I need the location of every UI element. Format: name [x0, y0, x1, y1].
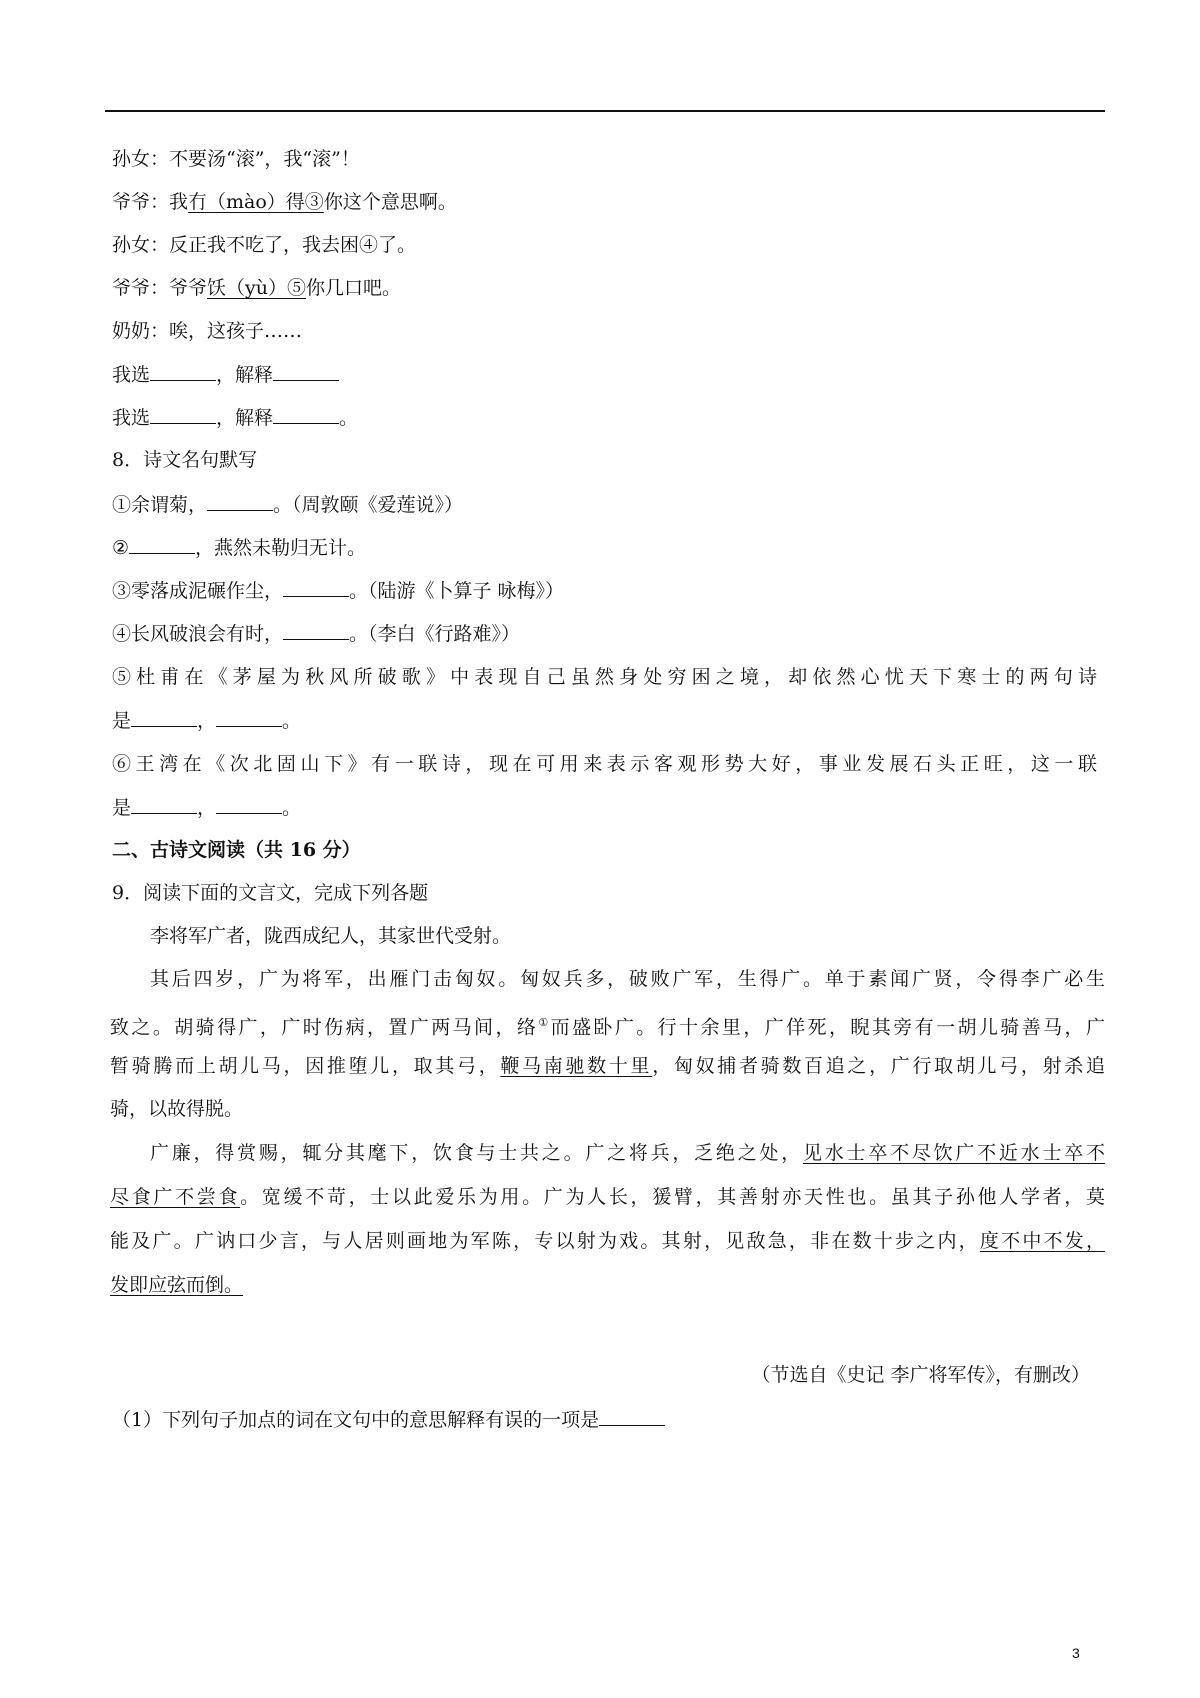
blank[interactable] — [150, 405, 216, 424]
q8-item-6-answer: 是 ， 。 — [112, 797, 302, 819]
passage-paragraph-1: 李将军广者，陇西成纪人，其家世代受射。 — [150, 925, 512, 947]
blank[interactable] — [216, 708, 282, 727]
q8-item-5-answer: 是 ， 。 — [112, 710, 302, 732]
dialogue-line-5: 奶奶：唉，这孩子…… — [112, 320, 303, 342]
passage-paragraph-3-line-4: 发即应弦而倒。 — [110, 1274, 244, 1296]
passage-paragraph-2-line-1: 其后四岁，广为将军，出雁门击匈奴。匈奴兵多，破败广军，生得广。单于素闻广贤，令得李广必生 — [150, 968, 1105, 990]
question-8-title: 8．诗文名句默写 — [112, 449, 258, 471]
question-9-title: 9．阅读下面的文言文，完成下列各题 — [112, 882, 429, 904]
passage-paragraph-3-line-2: 尽食广不尝食。宽缓不苛，士以此爱乐为用。广为人长，猨臂，其善射亦天性也。虽其子孙他人学者，莫 — [110, 1186, 1105, 1208]
section-heading: 二、古诗文阅读（共 16 分） — [112, 839, 361, 861]
dialogue-line-1: 孙女：不要汤“滚”，我“滚”！ — [112, 148, 360, 170]
blank[interactable] — [131, 795, 197, 814]
blank[interactable] — [131, 708, 197, 727]
q8-item-1: ①余谓菊， 。（周敦颐《爱莲说》） — [112, 494, 464, 516]
passage-paragraph-2-line-4: 骑，以故得脱。 — [110, 1098, 244, 1120]
q8-item-6: ⑥王湾在《次北固山下》有一联诗，现在可用来表示客观形势大好，事业发展石头正旺，这一联 — [112, 753, 1097, 775]
page-number: 3 — [1072, 1645, 1080, 1661]
passage-paragraph-3-line-3: 能及广。广讷口少言，与人居则画地为军陈，专以射为戏。其射，见敌急，非在数十步之内，度不中不发， — [110, 1230, 1105, 1252]
passage-paragraph-3-line-1: 广廉，得赏赐，辄分其麾下，饮食与士共之。广之将兵，乏绝之处，见水士卒不尽饮广不近水士卒不 — [150, 1142, 1105, 1164]
q8-item-3: ③零落成泥碾作尘， 。（陆游《卜算子 咏梅》） — [112, 580, 565, 602]
blank[interactable] — [599, 1407, 665, 1426]
passage-source: （节选自《史记 李广将军传》，有删改） — [751, 1364, 1090, 1386]
blank[interactable] — [150, 362, 216, 381]
blank[interactable] — [273, 362, 339, 381]
q8-item-2: ② ，燕然未勒归无计。 — [112, 537, 367, 559]
blank[interactable] — [273, 405, 339, 424]
q8-item-5: ⑤杜甫在《茅屋为秋风所破歌》中表现自己虽然身处穷困之境，却依然心忧天下寒士的两句诗 — [112, 666, 1097, 688]
dialogue-line-2: 爷爷：我冇（mào）得③你这个意思啊。 — [112, 191, 457, 213]
dialogue-line-4: 爷爷：爷爷饫（yù）⑤你几口吧。 — [112, 277, 402, 299]
passage-paragraph-2-line-2: 致之。胡骑得广，广时伤病，置广两马间，络①而盛卧广。行十余里，广佯死，睨其旁有一胡儿骑善马，广 — [110, 1016, 1105, 1039]
blank[interactable] — [207, 492, 273, 511]
passage-paragraph-2-line-3: 暂骑腾而上胡儿马，因推堕儿，取其弓，鞭马南驰数十里，匈奴捕者骑数百追之，广行取胡儿弓，射杀追 — [110, 1055, 1105, 1077]
blank[interactable] — [283, 621, 349, 640]
answer-line-1: 我选 ，解释 — [112, 362, 339, 387]
answer-line-2: 我选 ，解释 。 — [112, 407, 359, 429]
header-rule — [105, 110, 1105, 112]
q8-item-4: ④长风破浪会有时， 。（李白《行路难》） — [112, 623, 521, 645]
sub-question-1: （1）下列句子加点的词在文句中的意思解释有误的一项是 — [112, 1407, 665, 1432]
blank[interactable] — [129, 535, 195, 554]
dialogue-line-3: 孙女：反正我不吃了，我去困④了。 — [112, 234, 417, 256]
blank[interactable] — [283, 578, 349, 597]
blank[interactable] — [216, 795, 282, 814]
